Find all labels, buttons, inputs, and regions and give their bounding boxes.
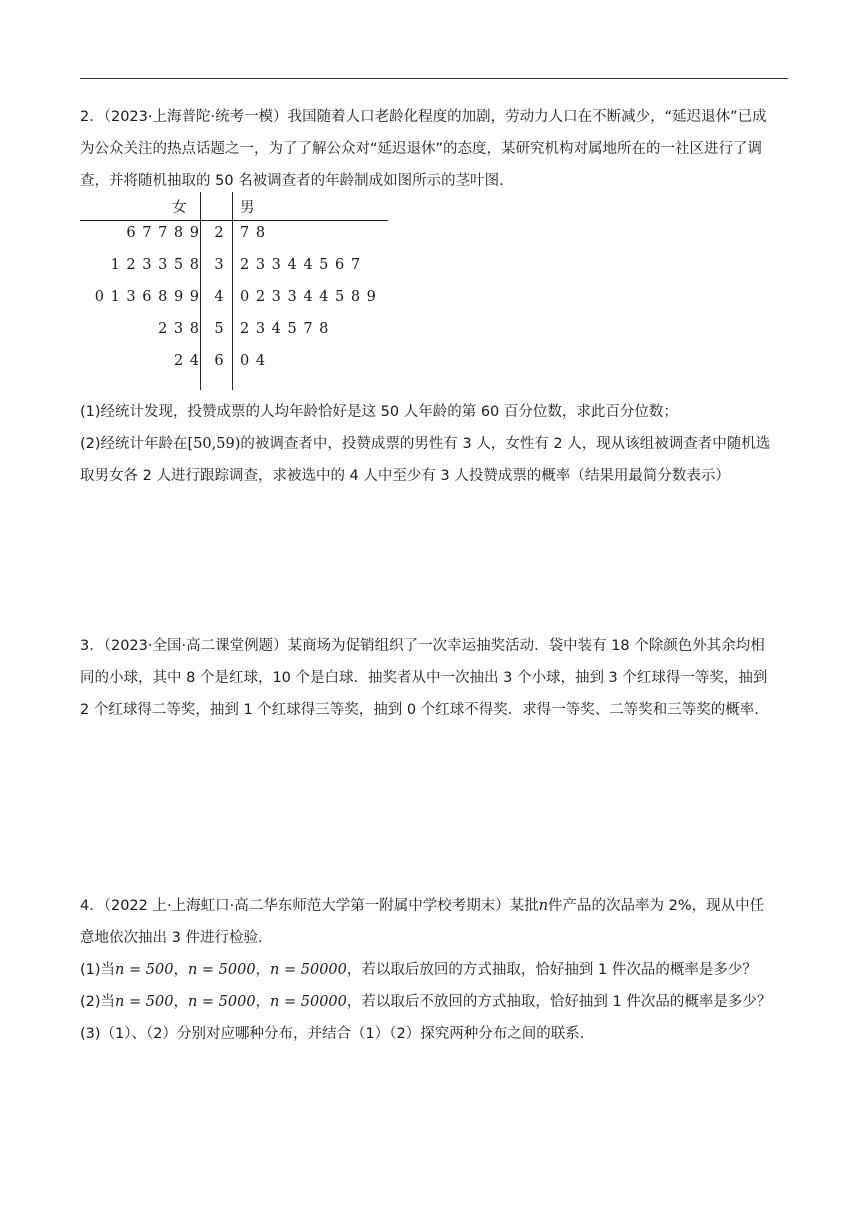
q4-part-1-prefix: (1)当 <box>80 962 116 978</box>
q3-line-1: 3．（2023·全国·高二课堂例题）某商场为促销组织了一次幸运抽奖活动．袋中装有 18 个除颜色外其余均相 <box>80 638 765 654</box>
separator: ， <box>173 962 188 978</box>
male-leaves: 2 3 4 5 7 8 <box>240 321 330 337</box>
question-3-text <box>80 630 790 726</box>
n-value-3: n = 50000 <box>270 994 347 1010</box>
stem-value: 5 <box>214 321 224 337</box>
q2-part-2-prefix: (2)经统计年龄在 <box>80 436 188 452</box>
stem-value: 2 <box>214 225 224 241</box>
female-leaves: 2 4 <box>173 353 200 369</box>
variable-n: n <box>538 898 549 914</box>
q2-part-2 <box>80 428 790 460</box>
q2-line-3: 查，并将随机抽取的 50 名被调查者的年龄制成如图所示的茎叶图. <box>80 173 504 189</box>
question-2-parts <box>80 396 790 492</box>
female-leaves: 2 3 8 <box>158 321 200 337</box>
separator: ， <box>255 994 271 1010</box>
q4-line-1 <box>80 890 790 922</box>
header-divider <box>80 220 388 221</box>
stem-value: 6 <box>214 353 224 369</box>
q2-line-2: 为公众关注的热点话题之一，为了了解公众对“延迟退休”的态度，某研究机构对属地所在的一社区进行了调 <box>80 141 763 157</box>
stem-leaf-plot <box>80 192 390 392</box>
n-value-3: n = 50000 <box>270 962 347 978</box>
stem-value: 3 <box>214 257 224 273</box>
female-header: 女 <box>172 200 187 216</box>
header-rule <box>80 78 788 79</box>
q4-part-1 <box>80 954 790 986</box>
right-divider <box>232 192 233 390</box>
q4-part-2-suffix: ，若以取后不放回的方式抽取，恰好抽到 1 件次品的概率是多少？ <box>346 994 772 1010</box>
female-leaves: 0 1 3 6 8 9 9 <box>94 289 200 305</box>
separator: ， <box>255 962 271 978</box>
q2-part-1: (1)经统计发现，投赞成票的人均年龄恰好是这 50 人年龄的第 60 百分位数，求此百分位数； <box>80 404 678 420</box>
q2-line-1: 2．（2023·上海普陀·统考一模）我国随着人口老龄化程度的加剧，劳动力人口在不断减少，“延迟退休”已成 <box>80 109 767 125</box>
q4-line-2: 意地依次抽出 3 件进行检验. <box>80 930 263 946</box>
n-value-2: n = 5000 <box>187 994 256 1010</box>
n-value-1: n = 500 <box>115 994 174 1010</box>
left-divider <box>200 192 201 390</box>
male-leaves: 7 8 <box>240 225 267 241</box>
male-leaves: 2 3 3 4 4 5 6 7 <box>240 257 362 273</box>
q4-line-1-suffix: 件产品的次品率为 2%，现从中任 <box>548 898 765 914</box>
male-header: 男 <box>240 200 255 216</box>
q2-part-2-line-2: 取男女各 2 人进行跟踪调查，求被选中的 4 人中至少有 3 人投赞成票的概率（结果用最简分数表示） <box>80 468 730 484</box>
stem-value: 4 <box>214 289 224 305</box>
n-value-2: n = 5000 <box>187 962 256 978</box>
female-leaves: 1 2 3 3 5 8 <box>110 257 200 273</box>
q3-line-2: 同的小球，其中 8 个是红球，10 个是白球．抽奖者从中一次抽出 3 个小球，抽到 3 个红球得一等奖，抽到 <box>80 670 768 686</box>
q2-part-2-suffix: 的被调查者中，投赞成票的男性有 3 人，女性有 2 人，现从该组被调查者中随机选 <box>240 436 771 452</box>
n-value-1: n = 500 <box>115 962 174 978</box>
male-leaves: 0 4 <box>240 353 267 369</box>
q4-part-3: (3)（1）、（2）分别对应哪种分布，并结合（1）（2）探究两种分布之间的联系. <box>80 1026 585 1042</box>
age-interval: [50,59) <box>187 436 241 452</box>
question-2-text <box>80 101 790 197</box>
q4-part-1-suffix: ，若以取后放回的方式抽取，恰好抽到 1 件次品的概率是多少？ <box>346 962 757 978</box>
separator: ， <box>173 994 188 1010</box>
q4-line-1-prefix: 4．（2022 上·上海虹口·高二华东师范大学第一附属中学校考期末）某批 <box>80 898 539 914</box>
q4-part-2-prefix: (2)当 <box>80 994 116 1010</box>
female-leaves: 6 7 7 8 9 <box>126 225 200 241</box>
question-4-text <box>80 890 790 1050</box>
q4-part-2 <box>80 986 790 1018</box>
q3-line-3: 2 个红球得二等奖，抽到 1 个红球得三等奖，抽到 0 个红球不得奖．求得一等奖、二等奖和三等奖的概率. <box>80 702 759 718</box>
male-leaves: 0 2 3 3 4 4 5 8 9 <box>240 289 377 305</box>
